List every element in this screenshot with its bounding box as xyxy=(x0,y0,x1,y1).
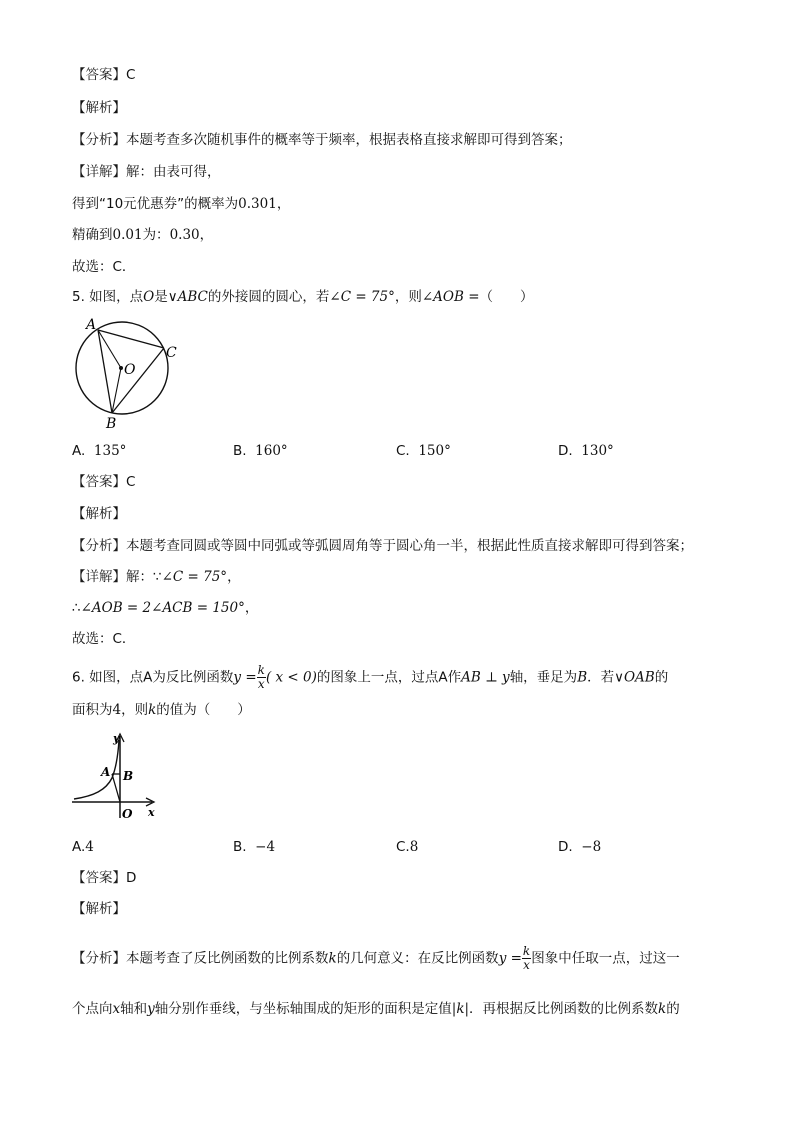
q6-option-a xyxy=(72,837,94,857)
segment-ao xyxy=(112,774,120,802)
option-value: 8 xyxy=(409,839,419,855)
option-value: 4 xyxy=(85,839,94,855)
math: |k| xyxy=(451,1001,470,1017)
q4-detail xyxy=(72,162,221,182)
text: ， xyxy=(244,600,259,616)
number: 0.30 xyxy=(169,227,200,243)
q6-option-d xyxy=(558,837,601,857)
option-label: D. xyxy=(558,839,573,855)
q5-circle-figure xyxy=(64,312,194,432)
q5-analysis-tag: 【解析】 xyxy=(72,506,126,522)
option-label: D. xyxy=(558,443,573,459)
option-label: B. xyxy=(233,443,247,459)
detail-tag: 【详解】 xyxy=(72,164,126,180)
answer-tag: 【答案】 xyxy=(72,67,126,83)
q6-last-line xyxy=(72,999,680,1019)
text: 面积为 xyxy=(72,702,113,718)
text: 轴分别作垂线，与坐标轴围成的矩形的面积是定值 xyxy=(154,1001,452,1017)
q5-option-d xyxy=(558,441,614,461)
q5-step xyxy=(72,598,258,618)
text: ．再根据反比例函数的比例系数 xyxy=(469,1001,659,1017)
fenxi-text: 本题考查多次随机事件的概率等于频率，根据表格直接求解即可得到答案； xyxy=(126,132,572,148)
math: x xyxy=(112,1001,121,1017)
q4-choose: 故选：C． xyxy=(72,259,136,275)
option-value: 135° xyxy=(93,443,127,459)
q4-analysis-tag: 【解析】 xyxy=(72,100,126,116)
math: k xyxy=(148,702,157,718)
segment-ob xyxy=(112,368,121,413)
math: ∨ABC xyxy=(167,289,208,305)
text: ，则 xyxy=(121,702,149,718)
answer-tag: 【答案】 xyxy=(72,474,126,490)
text: 个点向 xyxy=(72,1001,113,1017)
option-label: C. xyxy=(396,443,410,459)
numerator: k xyxy=(257,663,265,677)
math: ∠AOB = 2∠ACB = 150° xyxy=(80,600,245,616)
math: AB ⊥ y xyxy=(461,669,510,686)
label-x: x xyxy=(148,806,155,819)
q5-detail xyxy=(72,567,241,587)
q4-fenxi xyxy=(72,130,572,150)
label-c: C xyxy=(166,345,177,361)
text: 的值为（ ） xyxy=(156,702,251,718)
math: ∠C = 75° xyxy=(161,569,228,585)
answer-value: C xyxy=(126,67,136,83)
math: ∠AOB = xyxy=(421,289,480,305)
denominator: x xyxy=(523,958,530,972)
fraction-k-over-x xyxy=(522,945,531,972)
label-y: y xyxy=(113,732,120,745)
answer-value: C xyxy=(126,474,136,490)
text: 的几何意义：在反比例函数 xyxy=(336,950,499,967)
text: 6. 如图，点A为反比例函数 xyxy=(72,669,234,686)
q6-analysis-tag: 【解析】 xyxy=(72,901,126,917)
fenxi-tag: 【分析】 xyxy=(72,950,126,967)
text: 轴和 xyxy=(120,1001,148,1017)
text: 为： xyxy=(142,227,170,243)
q6-stem xyxy=(72,664,668,691)
math: y xyxy=(147,1001,155,1017)
detail-tag: 【详解】 xyxy=(72,569,126,585)
option-label: A. xyxy=(72,839,86,855)
option-value: 130° xyxy=(581,443,614,459)
q6-option-b xyxy=(233,837,275,857)
option-value: −4 xyxy=(255,839,276,855)
option-value: 150° xyxy=(418,443,451,459)
text: ．若 xyxy=(587,669,615,686)
label-b: B xyxy=(106,416,117,432)
fraction-k-over-x xyxy=(257,664,266,691)
label-o: O xyxy=(124,362,136,378)
text: ， xyxy=(227,569,241,585)
math: k xyxy=(328,950,337,967)
label-b: B xyxy=(123,769,134,783)
math: O xyxy=(143,289,155,305)
q5-option-c xyxy=(396,441,451,461)
q6-option-c xyxy=(396,837,418,857)
text: ， xyxy=(276,196,291,212)
option-value: 160° xyxy=(255,443,288,459)
numerator: k xyxy=(522,944,531,958)
q4-answer xyxy=(72,65,135,85)
text: 得到“10元优惠券”的概率为 xyxy=(72,196,239,212)
math: ∨OAB xyxy=(614,669,655,686)
text: ， xyxy=(199,227,214,243)
q5-choose: 故选：C． xyxy=(72,631,136,647)
math: ∠C = 75° xyxy=(329,289,395,305)
text: 的 xyxy=(654,669,669,686)
number: 0.01 xyxy=(112,227,143,243)
fenxi-tag: 【分析】 xyxy=(72,538,126,554)
q6-fenxi xyxy=(72,945,680,972)
q5-option-b xyxy=(233,441,288,461)
text: 5. 如图，点 xyxy=(72,289,144,305)
text: 的外接圆的圆心，若 xyxy=(207,289,330,305)
q6-answer xyxy=(72,868,136,888)
text: 是 xyxy=(154,289,168,305)
detail-text: 解：由表可得， xyxy=(126,164,221,180)
fenxi-tag: 【分析】 xyxy=(72,132,126,148)
math: B xyxy=(577,669,588,686)
number: 0.301 xyxy=(238,196,277,212)
text: 图象中任取一点，过这一 xyxy=(531,950,680,967)
label-a: A xyxy=(86,317,97,333)
q6-graph-figure xyxy=(68,728,168,824)
option-label: B. xyxy=(233,839,247,855)
math: y = xyxy=(233,669,257,686)
math: ( x < 0) xyxy=(265,669,317,686)
text: 精确到 xyxy=(72,227,113,243)
q4-line2 xyxy=(72,225,213,245)
text: 的 xyxy=(666,1001,680,1017)
text: ，则 xyxy=(394,289,422,305)
q4-line1 xyxy=(72,194,290,214)
answer-tag: 【答案】 xyxy=(72,870,126,886)
answer-value: D xyxy=(126,870,137,886)
q5-fenxi xyxy=(72,536,693,556)
math: k xyxy=(658,1001,667,1017)
label-o: O xyxy=(122,807,133,821)
label-a: A xyxy=(101,765,111,779)
math: y = xyxy=(498,950,522,967)
q5-stem xyxy=(72,287,534,307)
text: （ ） xyxy=(479,289,534,305)
q5-option-a xyxy=(72,441,126,461)
number: 4 xyxy=(112,702,122,718)
denominator: x xyxy=(257,677,265,691)
text: 解：∵ xyxy=(126,569,162,585)
option-label: A. xyxy=(72,443,86,459)
option-label: C. xyxy=(396,839,410,855)
segment-bc xyxy=(112,348,164,413)
q6-stem2 xyxy=(72,700,251,720)
text: ∴ xyxy=(72,600,81,616)
option-value: −8 xyxy=(581,839,602,855)
hyperbola-branch xyxy=(74,740,119,799)
q5-answer xyxy=(72,472,135,492)
text: 本题考查了反比例函数的比例系数 xyxy=(126,950,329,967)
center-point xyxy=(119,366,123,370)
fenxi-text: 本题考查同圆或等圆中同弧或等弧圆周角等于圆心角一半，根据此性质直接求解即可得到答案； xyxy=(126,538,693,554)
text: 的图象上一点，过点A作 xyxy=(316,669,462,686)
text: 轴，垂足为 xyxy=(509,669,578,686)
